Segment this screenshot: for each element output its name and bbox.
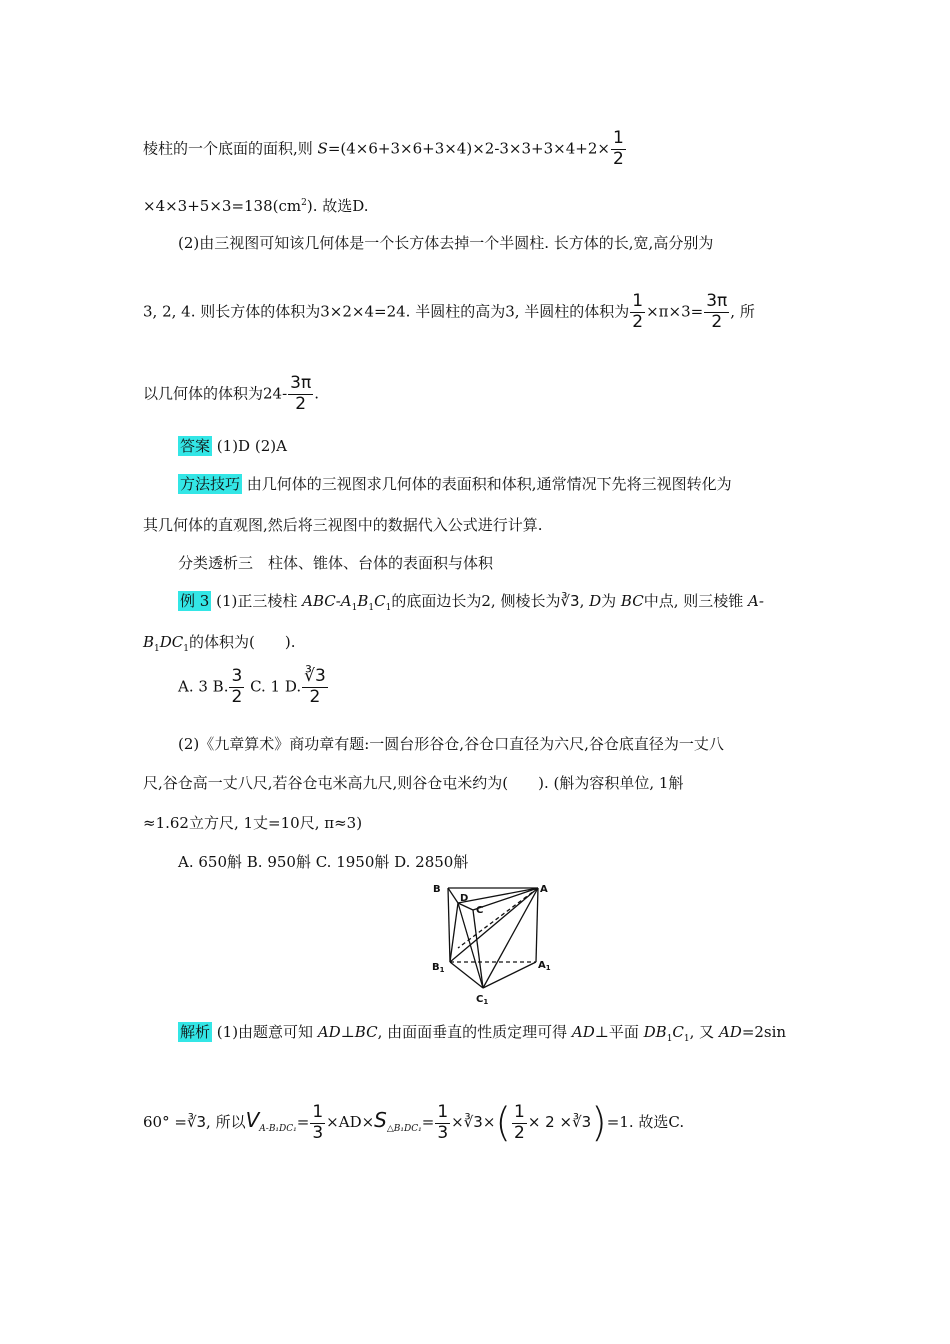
text: , 由面面垂直的性质定理可得 bbox=[377, 1023, 572, 1041]
expression: =(4×6+3×6+3×4)×2-3×3+3×4+2× bbox=[327, 139, 610, 158]
var: ABC-A bbox=[302, 592, 352, 610]
subscript: 1 bbox=[368, 603, 375, 613]
subscript: A-B₁DC₁ bbox=[259, 1124, 297, 1134]
question-2-line-1: (2)《九章算术》商功章有题:一圆台形谷仓,谷仓口直径为六尺,谷仓底直径为一丈八 bbox=[178, 735, 724, 753]
text: ×4×3+5×3=138(cm bbox=[143, 197, 302, 215]
text: (1)正三棱柱 bbox=[216, 592, 303, 610]
text: × bbox=[451, 1113, 464, 1131]
denominator: 2 bbox=[632, 311, 644, 332]
answer-label: 答案 bbox=[180, 437, 211, 455]
tip-label: 方法技巧 bbox=[180, 475, 241, 493]
label-b1: $B_1$ bbox=[432, 962, 445, 974]
text: = bbox=[296, 1113, 310, 1131]
var: AD bbox=[718, 1023, 742, 1041]
text: 的底面边长为2, 侧棱长为 bbox=[391, 592, 561, 610]
numerator: 1 bbox=[437, 1101, 449, 1122]
radical: ∛3 bbox=[560, 592, 580, 610]
text: , bbox=[579, 592, 590, 610]
para-line-3: (2)由三视图可知该几何体是一个长方体去掉一个半圆柱. 长方体的长,宽,高分别为 bbox=[178, 234, 714, 252]
fraction bbox=[611, 130, 626, 169]
example-label: 例 3 bbox=[180, 592, 210, 610]
text: =2sin bbox=[741, 1023, 787, 1041]
subscript: 1 bbox=[351, 603, 358, 613]
label-c: C bbox=[476, 905, 484, 916]
text: 中点, 则三棱锥 bbox=[643, 592, 749, 610]
denominator: 2 bbox=[612, 148, 624, 169]
label-a1: $A_1$ bbox=[538, 960, 551, 972]
fraction bbox=[288, 375, 313, 414]
var: AD bbox=[571, 1023, 595, 1041]
question-2-line-3: ≈1.62立方尺, 1丈=10尺, π≈3) bbox=[143, 814, 363, 832]
fraction bbox=[229, 668, 244, 707]
left-paren: ( bbox=[495, 1100, 512, 1146]
var: C bbox=[672, 1023, 684, 1041]
var-s: S bbox=[374, 1108, 387, 1132]
perp-symbol: ⊥ bbox=[340, 1023, 355, 1041]
var: BC bbox=[354, 1023, 378, 1041]
text: = bbox=[421, 1113, 435, 1131]
text: 60° = bbox=[143, 1113, 187, 1131]
solution-line-2 bbox=[143, 1100, 684, 1146]
numerator: ∛3 bbox=[304, 666, 326, 686]
solution-line-1 bbox=[178, 1021, 786, 1044]
subscript: 1 bbox=[385, 603, 392, 613]
numerator: 3 bbox=[231, 666, 243, 686]
text: (1)由题意可知 bbox=[216, 1023, 318, 1041]
radical: ∛3 bbox=[572, 1113, 592, 1131]
denominator: 2 bbox=[231, 686, 243, 707]
var: B bbox=[357, 592, 369, 610]
numerator: 1 bbox=[514, 1101, 525, 1122]
text: ×π×3= bbox=[646, 302, 704, 321]
tip-line-2: 其几何体的直观图,然后将三视图中的数据代入公式进行计算. bbox=[143, 516, 543, 534]
denominator: 2 bbox=[514, 1122, 525, 1143]
denominator: 2 bbox=[295, 393, 307, 414]
denominator: 2 bbox=[309, 686, 321, 707]
text: 以几何体的体积为24- bbox=[143, 384, 288, 403]
var: DB bbox=[643, 1023, 667, 1041]
text: , 所以 bbox=[206, 1113, 246, 1131]
var: C bbox=[374, 592, 386, 610]
text: ). 故选D. bbox=[306, 197, 369, 215]
label-a: A bbox=[540, 884, 548, 895]
option-text: A. 3 B. bbox=[178, 677, 229, 696]
section-title: 分类透析三 柱体、锥体、台体的表面积与体积 bbox=[178, 554, 494, 572]
answer-text: (1)D (2)A bbox=[216, 437, 287, 455]
tip-line bbox=[178, 473, 732, 494]
para-line-5 bbox=[143, 375, 319, 414]
question-2-line-2: 尺,谷仓高一丈八尺,若谷仓屯米高九尺,则谷仓屯米约为( ). (斛为容积单位, 1斛 bbox=[143, 774, 684, 792]
numerator: 3π bbox=[290, 373, 312, 393]
text: 3, 2, 4. 则长方体的体积为3×2×4=24. 半圆柱的高为3, 半圆柱的体积为 bbox=[143, 302, 630, 321]
var: DC bbox=[159, 633, 184, 651]
option-text: C. 1 D. bbox=[245, 677, 302, 696]
var-s: S bbox=[317, 139, 328, 158]
fraction bbox=[310, 1101, 325, 1143]
radical: ∛3 bbox=[463, 1113, 483, 1131]
para-line-4 bbox=[143, 293, 755, 332]
subscript: 1 bbox=[183, 644, 190, 654]
options-2: A. 650斛 B. 950斛 C. 1950斛 D. 2850斛 bbox=[178, 853, 469, 871]
numerator: 1 bbox=[632, 291, 644, 311]
subscript: △B₁DC₁ bbox=[386, 1124, 422, 1134]
denominator: 3 bbox=[437, 1122, 449, 1143]
solution-label: 解析 bbox=[180, 1023, 211, 1041]
answer-line bbox=[178, 435, 287, 456]
text: 棱柱的一个底面的面积,则 bbox=[143, 139, 318, 158]
subscript: 1 bbox=[666, 1034, 673, 1044]
numerator: 1 bbox=[612, 128, 624, 148]
text: × 2 × bbox=[527, 1113, 573, 1131]
para-line-2 bbox=[143, 195, 369, 216]
denominator: 2 bbox=[711, 311, 723, 332]
text: × bbox=[482, 1113, 496, 1131]
label-d: D bbox=[460, 893, 469, 904]
denominator: 3 bbox=[312, 1122, 324, 1143]
fraction bbox=[704, 293, 729, 332]
fraction bbox=[630, 293, 645, 332]
numerator: 1 bbox=[312, 1101, 324, 1122]
radical: ∛3 bbox=[186, 1113, 207, 1131]
options-1 bbox=[178, 668, 329, 707]
label-b: B bbox=[433, 884, 441, 895]
var: D bbox=[589, 592, 602, 610]
example-3-line-2 bbox=[143, 631, 296, 654]
var: BC bbox=[620, 592, 644, 610]
text: 的体积为( ). bbox=[189, 633, 296, 651]
superscript: 2 bbox=[301, 198, 307, 208]
text: ⊥平面 bbox=[594, 1023, 644, 1041]
text: , 所 bbox=[730, 302, 755, 321]
example-3-line bbox=[178, 590, 764, 613]
var: AD bbox=[317, 1023, 341, 1041]
fraction bbox=[512, 1101, 527, 1143]
text: , 又 bbox=[689, 1023, 719, 1041]
text: . bbox=[314, 384, 319, 403]
subscript: 1 bbox=[683, 1034, 690, 1044]
fraction bbox=[302, 668, 328, 707]
prism-figure bbox=[428, 878, 558, 1006]
var: A- bbox=[748, 592, 764, 610]
para-line-1 bbox=[143, 130, 627, 169]
var-v: V bbox=[245, 1108, 260, 1132]
right-paren: ) bbox=[591, 1100, 607, 1146]
text: ×AD× bbox=[326, 1113, 375, 1131]
var: B bbox=[143, 633, 155, 651]
numerator: 3π bbox=[706, 291, 728, 311]
tip-text: 由几何体的三视图求几何体的表面积和体积,通常情况下先将三视图转化为 bbox=[246, 475, 732, 493]
text: =1. 故选C. bbox=[606, 1113, 685, 1131]
text: 为 bbox=[601, 592, 621, 610]
subscript: 1 bbox=[154, 644, 160, 654]
fraction bbox=[435, 1101, 450, 1143]
label-c1: $C_1$ bbox=[476, 994, 489, 1006]
